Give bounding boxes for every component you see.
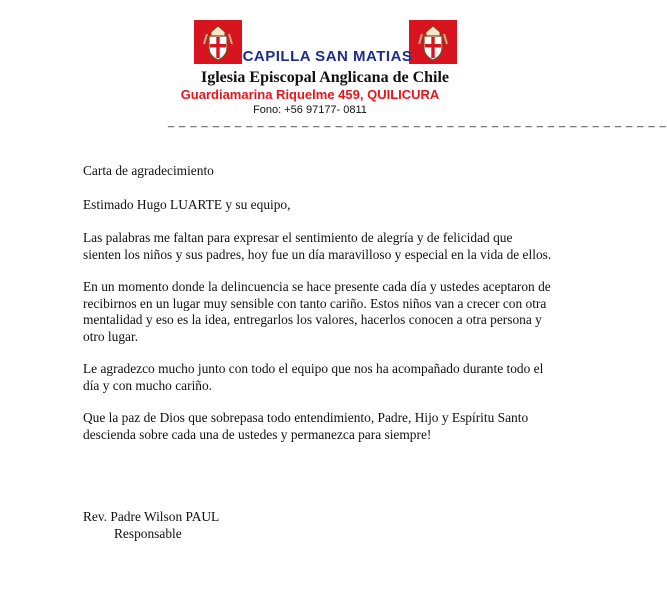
shield-mitre-icon [409, 20, 457, 64]
chapel-name: CAPILLA SAN MATIAS [242, 48, 413, 65]
letter-greeting: Estimado Hugo LUARTE y su equipo, [83, 196, 291, 212]
church-shield-logo-left [194, 20, 242, 64]
header-divider: _ _ _ _ _ _ _ _ _ _ _ _ _ _ _ _ _ _ _ _ _ _ _ _ _ _ _ _ _ _ _ _ _ _ _ _ _ _ _ _ _ _ _ _ _ [168, 116, 667, 128]
shield-mitre-icon [194, 20, 242, 64]
church-address: Guardiamarina Riquelme 459, QUILICURA [180, 87, 440, 102]
signature-block [83, 509, 219, 542]
church-shield-logo-right [409, 20, 457, 64]
letter-paragraph: Las palabras me faltan para expresar el sentimiento de alegría y de felicidad que sienten los niños y sus padres, hoy fue un día maravilloso y especial en la vida de ellos. [83, 230, 552, 262]
signature-role: Responsable [114, 525, 182, 541]
letter-paragraph: Le agradezco mucho junto con todo el equipo que nos ha acompañado durante todo el día y con mucho cariño. [83, 361, 544, 393]
church-name: Iglesia Episcopal Anglicana de Chile [200, 69, 450, 86]
letter-paragraph: En un momento donde la delincuencia se hace presente cada día y ustedes aceptaron de recibirnos en un lugar muy sensible con tanto cariño. Estos niños van a crecer con otra mentalidad y eso es la idea, entregarlos los valores, hacerlos conocen a otra persona y otro lugar. [83, 279, 551, 344]
church-phone: Fono: +56 97177- 0811 [253, 104, 367, 116]
letter-subject: Carta de agradecimiento [83, 163, 214, 178]
letter-paragraph: Que la paz de Dios que sobrepasa todo entendimiento, Padre, Hijo y Espíritu Santo descienda sobre cada una de ustedes y permanezca para siempre! [83, 410, 529, 442]
signature-name: Rev. Padre Wilson PAUL [83, 509, 220, 524]
letter-body [83, 163, 553, 459]
